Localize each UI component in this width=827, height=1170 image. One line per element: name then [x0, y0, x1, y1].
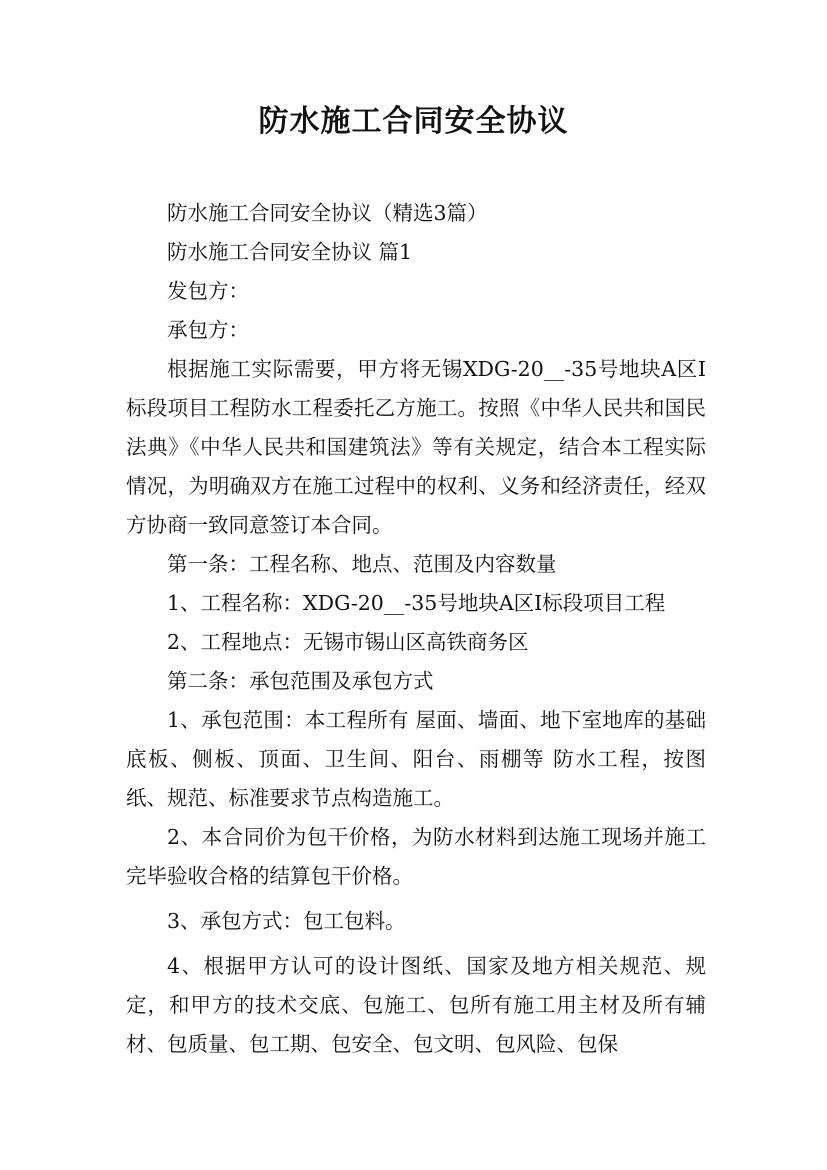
paragraph-scope: 1、承包范围：本工程所有 屋面、墙面、地下室地库的基础底板、侧板、顶面、卫生间、阳台、雨棚等 防水工程，按图纸、规范、标准要求节点构造施工。	[126, 708, 706, 810]
paragraph-method: 3、承包方式：包工包料。	[167, 909, 406, 933]
paragraph-article-1: 第一条：工程名称、地点、范围及内容数量	[167, 552, 557, 576]
paragraph-employer: 发包方：	[167, 279, 249, 303]
paragraph-preamble: 根据施工实际需要，甲方将无锡XDG-20__-35号地块A区Ⅰ标段项目工程防水工程委托乙方施工。按照《中华人民共和国民法典》《中华人民共和国建筑法》等有关规定，结合本工程实际情况，为明确双方在施工过程中的权利、义务和经济责任，经双方协商一致同意签订本合同。	[126, 357, 706, 537]
paragraph-section-heading: 防水施工合同安全协议 篇1	[167, 240, 413, 264]
document-title: 防水施工合同安全协议	[258, 104, 569, 139]
paragraph-article-2: 第二条：承包范围及承包方式	[167, 669, 434, 693]
paragraph-contractor: 承包方：	[167, 318, 249, 342]
paragraph-basis: 4、根据甲方认可的设计图纸、国家及地方相关规范、规定，和甲方的技术交底、包施工、包所有施工用主材及所有辅材、包质量、包工期、包安全、包文明、包风险、包保	[126, 954, 706, 1056]
paragraph-project-name: 1、工程名称：XDG-20__-35号地块A区Ⅰ标段项目工程	[167, 591, 666, 615]
paragraph-subtitle: 防水施工合同安全协议（精选3篇）	[167, 201, 488, 225]
document-body	[126, 194, 706, 1064]
paragraph-price: 2、本合同价为包干价格，为防水材料到达施工现场并施工完毕验收合格的结算包干价格。	[126, 825, 706, 888]
paragraph-project-location: 2、工程地点：无锡市锡山区高铁商务区	[167, 630, 529, 654]
